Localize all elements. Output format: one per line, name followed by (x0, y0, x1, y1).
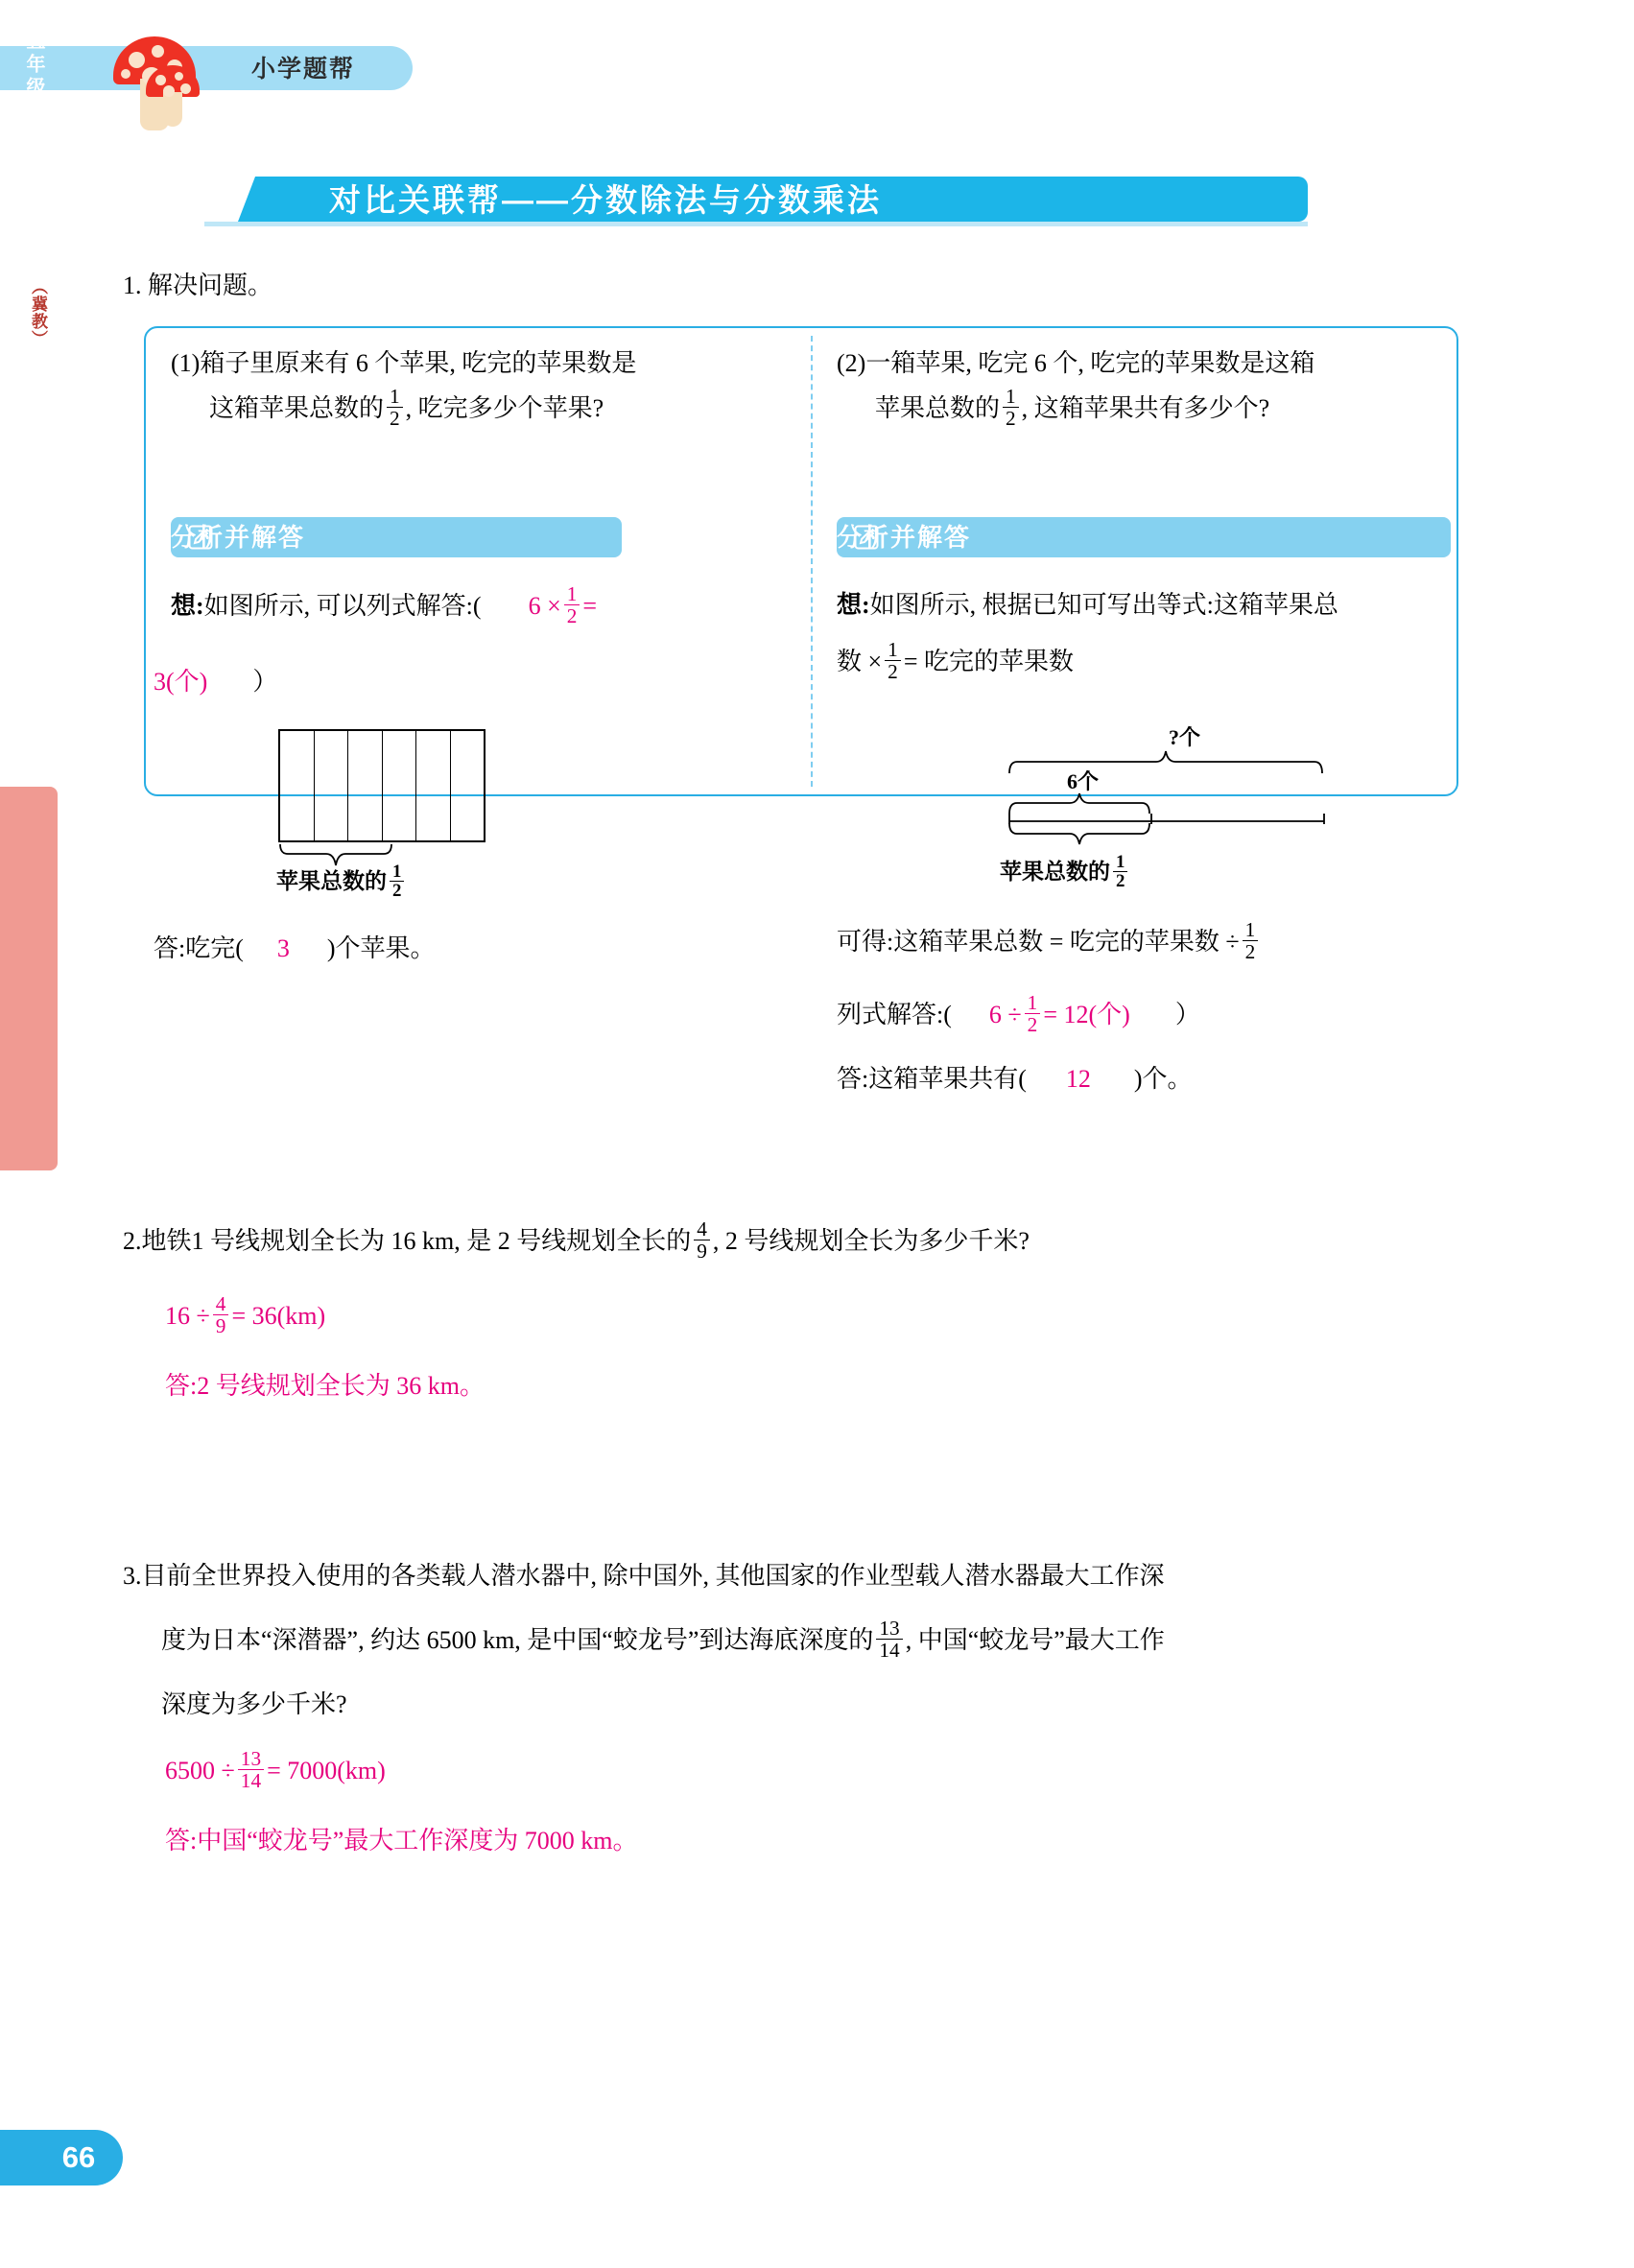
mushroom-small-icon (146, 65, 200, 118)
problem1-right-text2b: , 这箱苹果共有多少个? (1021, 394, 1270, 423)
problem1-left-expr-a: 6 (528, 592, 541, 621)
think-text-right-2a: 数 × (837, 648, 883, 676)
problem1-left-answer (154, 929, 436, 969)
fraction-one-half-expr: $\frac{1}{2}$ (564, 583, 580, 626)
problem2-work (165, 1292, 326, 1338)
grid-cell (451, 731, 485, 840)
problem2-number: 2. (123, 1227, 142, 1256)
problem1-right-think2 (837, 638, 1074, 684)
problem3-work (165, 1747, 386, 1793)
side-tab (0, 787, 58, 1170)
fraction-one-half-solve: $\frac{1}{2}$ (1025, 992, 1041, 1035)
answer-prefix-right: 答:这箱苹果共有( (837, 1065, 1027, 1093)
analysis-title-right: 分析并解答 (837, 523, 972, 552)
problem1-right-diagram-label (1000, 852, 1130, 892)
problem1-right-solve (837, 991, 1200, 1037)
brace-half-bottom-right (1007, 821, 1151, 846)
fraction-one-half-diagram-left: $\frac{1}{2}$ (390, 862, 404, 901)
problem2-question (123, 1217, 1030, 1264)
fraction-one-half-deduce: $\frac{1}{2}$ (1243, 919, 1259, 962)
think-text-right-1: 如图所示, 根据已知可写出等式:这箱苹果总 (869, 591, 1338, 619)
deduce-text: 可得:这箱苹果总数 = 吃完的苹果数 ÷ (837, 928, 1240, 957)
problem3-line2a: 度为日本“深潜器”, 约达 6500 km, 是中国“蛟龙号”到达海底深度的 (161, 1626, 874, 1655)
brace-total-top (1007, 750, 1324, 775)
problem1-right-line1 (837, 343, 1314, 384)
problem3-question-line3: 深度为多少千米? (161, 1690, 347, 1718)
fraction-thirteen-fourteenths-work: $\frac{13}{14}$ (238, 1748, 264, 1791)
analysis-title-left: 分析并解答 (171, 523, 306, 552)
side-tab-edition: （冀教） (29, 278, 47, 347)
brand-title: 小学题帮 (251, 56, 356, 83)
problem3-question-line1 (123, 1556, 1165, 1596)
problem1-left-paren-close: ） (252, 668, 278, 696)
solve-expr-b: = 12(个) (1043, 1001, 1130, 1029)
fraction-thirteen-fourteenths: $\frac{13}{14}$ (876, 1618, 902, 1661)
problem2-work-b: = 36(km) (231, 1302, 326, 1331)
problem1-right-line2 (875, 385, 1270, 431)
page-number: 66 (61, 2140, 96, 2174)
apple-rectangle-grid (278, 729, 485, 842)
problem3-work-a: 6500 ÷ (165, 1757, 235, 1785)
problem1-left-expr-result: 3(个) (154, 668, 208, 696)
problem1-number: 1. (123, 272, 142, 299)
page-title: 对比关联帮——分数除法与分数乘法 (329, 182, 882, 218)
problem1-prompt: 解决问题。 (148, 272, 273, 299)
diagram-top-label: ?个 (1169, 725, 1201, 749)
fraction-one-half: $\frac{1}{2}$ (387, 386, 403, 429)
answer-value-right: 12 (1065, 1065, 1091, 1093)
problem1-left-expr-eq: = (582, 592, 598, 621)
problem1-right-text1: 一箱苹果, 吃完 6 个, 吃完的苹果数是这箱 (865, 349, 1315, 377)
fraction-one-half-think: $\frac{1}{2}$ (885, 639, 901, 682)
problem3-number: 3. (123, 1562, 142, 1590)
solve-prefix: 列式解答:( (837, 1001, 952, 1029)
problem1-right-deduce (837, 918, 1261, 964)
problem3-line2b: , 中国“蛟龙号”最大工作 (905, 1626, 1165, 1655)
fraction-four-ninths: $\frac{4}{9}$ (694, 1218, 710, 1262)
problem1-left-think (171, 582, 598, 628)
problem1-left-line1 (171, 343, 636, 384)
grid-cell (348, 731, 383, 840)
solve-expr-a: 6 ÷ (988, 1001, 1022, 1029)
problem2-text-b: , 2 号线规划全长为多少千米? (712, 1227, 1030, 1256)
problem1-right-label: (2) (837, 349, 866, 377)
problem3-line1: 目前全世界投入使用的各类载人潜水器中, 除中国外, 其他国家的作业型载人潜水器最大工作深 (141, 1562, 1165, 1590)
problem3-question-line2 (161, 1619, 1165, 1663)
diagram-label-text-left: 苹果总数的 (276, 869, 387, 893)
problem1-left-text2b: , 吃完多少个苹果? (405, 394, 604, 423)
section-title-banner (204, 177, 1308, 230)
problem3-answer: 答:中国“蛟龙号”最大工作深度为 7000 km。 (165, 1827, 638, 1855)
answer-prefix-left: 答:吃完( (154, 934, 244, 962)
answer-suffix-right: )个。 (1133, 1065, 1193, 1093)
diagram-inner-label: 6个 (1067, 769, 1100, 793)
problem1-left-label: (1) (171, 349, 201, 377)
grid-cell (416, 731, 451, 840)
fraction-one-half-diagram-right: $\frac{1}{2}$ (1113, 853, 1127, 891)
problem1-left-expr-result-line (154, 662, 277, 702)
problem2-answer: 答:2 号线规划全长为 36 km。 (165, 1372, 485, 1400)
grid-cell (315, 731, 349, 840)
problem1-left-line2 (209, 385, 604, 431)
think-text-left: 如图所示, 可以列式解答:( (203, 592, 482, 621)
think-text-right-2b: = 吃完的苹果数 (903, 648, 1074, 676)
think-label-right: 想: (837, 591, 870, 619)
fraction-one-half-right: $\frac{1}{2}$ (1003, 386, 1019, 429)
grid-cell (280, 731, 315, 840)
problem2-text-a: 地铁1 号线规划全长为 16 km, 是 2 号线规划全长的 (141, 1227, 692, 1256)
diagram-label-text-right: 苹果总数的 (1000, 860, 1110, 884)
problem1-left-diagram-label (276, 862, 407, 902)
problem1-left-text1: 箱子里原来有 6 个苹果, 吃完的苹果数是 (200, 349, 637, 377)
problem1-left-expr-times: × (547, 592, 561, 621)
problem1-right-text2a: 苹果总数的 (875, 394, 1001, 423)
think-label-left: 想: (171, 592, 204, 621)
answer-suffix-left: )个苹果。 (326, 934, 436, 962)
side-tab-subject: 五年级数学·下 (23, 31, 44, 194)
problem3-work-b: = 7000(km) (267, 1757, 386, 1785)
problem2-work-a: 16 ÷ (165, 1302, 210, 1331)
problem1-left-text2a: 这箱苹果总数的 (209, 394, 385, 423)
solve-paren-close: ） (1174, 1001, 1200, 1029)
fraction-four-ninths-work: $\frac{4}{9}$ (213, 1293, 229, 1336)
problem1-right-think1 (837, 585, 1338, 626)
problem1-column-divider (811, 336, 813, 787)
answer-value-left: 3 (276, 934, 290, 962)
grid-cell (383, 731, 417, 840)
problem1-right-answer (837, 1059, 1193, 1099)
problem1-heading (123, 267, 272, 305)
